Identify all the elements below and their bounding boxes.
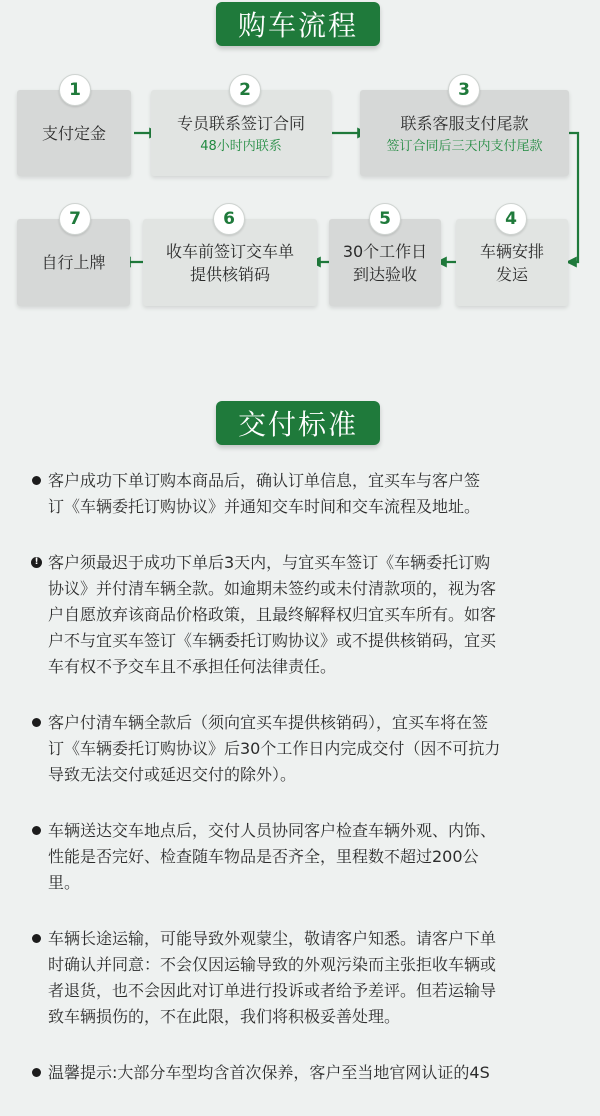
step-7-label: 自行上牌 [41, 253, 106, 272]
step-3-note: 签订合同后三天内支付尾款 [386, 138, 543, 154]
bullet-dot-icon [32, 826, 41, 835]
step-3-label: 联系客服支付尾款 [400, 113, 529, 133]
standard-item-2 [32, 550, 572, 680]
standard-item-3-line-3: 导致无法交付或延迟交付的除外）。 [48, 765, 297, 784]
standard-item-2-line-3: 户自愿放弃该商品价格政策，且最终解释权归宜买车所有。如客 [48, 605, 497, 624]
bullet-dot-icon [32, 1068, 41, 1077]
step-6-label-line2: 提供核销码 [189, 264, 270, 284]
step-2-note: 48小时内联系 [200, 138, 282, 154]
step-4-label-line1: 车辆安排 [479, 241, 544, 261]
standard-item-6 [32, 1060, 572, 1086]
standard-item-5-line-2: 时确认并同意：不会仅因运输导致的外观污染而主张拒收车辆或 [48, 955, 497, 974]
standard-item-4-line-1: 车辆送达交车地点后，交付人员协同客户检查车辆外观、内饰、 [48, 821, 497, 840]
standard-item-4-line-2: 性能是否完好、检查随车物品是否齐全，里程数不超过200公 [48, 847, 479, 866]
standard-item-5-line-4: 致车辆损伤的，不在此限，我们将积极妥善处理。 [48, 1007, 401, 1026]
standard-item-5-line-3: 者退货，也不会因此对订单进行投诉或者给予差评。但若运输导 [48, 981, 497, 1000]
standards-list [32, 468, 572, 1116]
standard-item-4 [32, 818, 572, 896]
standard-item-6-line-1: 温馨提示:大部分车型均含首次保养，客户至当地官网认证的4S [48, 1063, 490, 1082]
standards-title-banner [216, 401, 380, 445]
bullet-dot-icon [32, 934, 41, 943]
standard-item-2-line-5: 车有权不予交车且不承担任何法律责任。 [48, 657, 337, 676]
standard-item-3-line-2: 订《车辆委托订购协议》后30个工作日内完成交付（因不可抗力 [48, 739, 501, 758]
standard-item-2-line-2: 协议》并付清车辆全款。如逾期未签约或未付清款项的，视为客 [48, 579, 497, 598]
standard-item-5-line-1: 车辆长途运输，可能导致外观蒙尘，敬请客户知悉。请客户下单 [48, 929, 497, 948]
process-title-banner [216, 2, 380, 46]
standard-item-1-line-2: 订《车辆委托订购协议》并通知交车时间和交车流程及地址。 [48, 497, 481, 516]
standard-item-2-line-4: 户不与宜买车签订《车辆委托订购协议》或不提供核销码，宜买 [48, 631, 497, 650]
step-7-number: 7 [59, 203, 91, 235]
step-5-number: 5 [369, 203, 401, 235]
step-5-label-line1: 30个工作日 [342, 241, 428, 261]
exclamation-icon: ! [31, 557, 42, 568]
process-title: 购车流程 [237, 9, 358, 42]
bullet-dot-icon [32, 718, 41, 727]
step-2-label: 专员联系签订合同 [176, 113, 305, 133]
standard-item-5 [32, 926, 572, 1030]
standard-item-3 [32, 710, 572, 788]
step-2-number: 2 [229, 74, 261, 106]
step-5-label-line2: 到达验收 [352, 264, 417, 284]
step-1-label: 支付定金 [41, 123, 106, 143]
step-3-number: 3 [448, 74, 480, 106]
standard-item-3-line-1: 客户付清车辆全款后（须向宜买车提供核销码），宜买车将在签 [48, 713, 489, 732]
standards-title: 交付标准 [237, 408, 358, 441]
step-6-label-line1: 收车前签订交车单 [165, 241, 294, 261]
standard-item-1-line-1: 客户成功下单订购本商品后，确认订单信息，宜买车与客户签 [48, 471, 481, 490]
standard-item-2-line-1: 客户须最迟于成功下单后3天内，与宜买车签订《车辆委托订购 [48, 553, 491, 572]
step-1-number: 1 [59, 74, 91, 106]
standard-item-1 [32, 468, 572, 520]
step-4-label-line2: 发运 [495, 264, 528, 284]
bullet-dot-icon [32, 476, 41, 485]
step-4-number: 4 [495, 203, 527, 235]
standard-item-4-line-3: 里。 [48, 873, 81, 892]
step-6-number: 6 [213, 203, 245, 235]
